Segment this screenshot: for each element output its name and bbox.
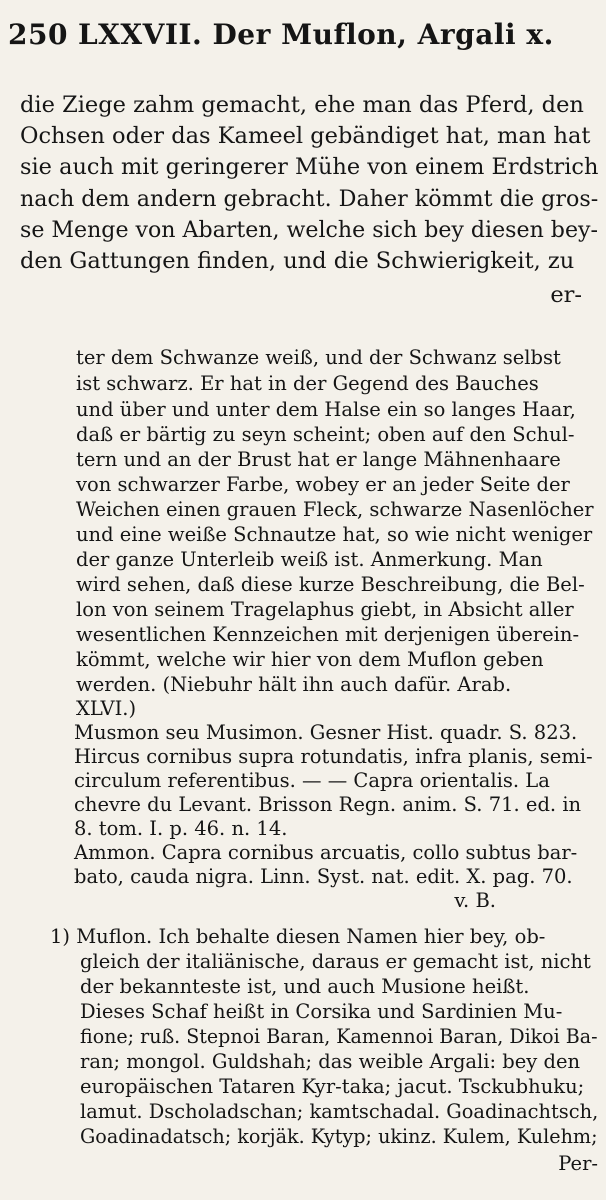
catchword: er- <box>550 282 582 308</box>
footnote-line: wird sehen, daß diese kurze Beschreibung, die Bel- <box>76 573 585 596</box>
footnote-line: kömmt, welche wir hier von dem Muflon geben <box>76 648 544 671</box>
main-text-line: sie auch mit geringerer Mühe von einem Erdstrich <box>20 154 599 180</box>
footnote-line: werden. (Niebuhr hält ihn auch dafür. Arab. <box>76 673 512 696</box>
latin-line: Musmon seu Musimon. Gesner Hist. quadr. S. 823. <box>74 721 578 744</box>
footnote-line: ist schwarz. Er hat in der Gegend des Bauches <box>76 372 539 395</box>
footnote-line: ran; mongol. Guldshah; das weible Argali: bey den <box>80 1050 581 1073</box>
latin-line: circulum referentibus. — — Capra orientalis. La <box>74 769 550 792</box>
footnote-line: der ganze Unterleib weiß ist. Anmerkung. Man <box>76 548 543 571</box>
footnote-line: wesentlichen Kennzeichen mit derjenigen überein- <box>76 623 580 646</box>
latin-line: 8. tom. I. p. 46. n. 14. <box>74 817 288 840</box>
main-text-line: die Ziege zahm gemacht, ehe man das Pferd, den <box>20 92 584 118</box>
footnote-line: lamut. Dscholadschan; kamtschadal. Goadinachtsch, <box>80 1100 599 1123</box>
main-text-line: Ochsen oder das Kameel gebändiget hat, man hat <box>20 123 591 149</box>
footnote-line: und über und unter dem Halse ein so langes Haar, <box>76 398 576 421</box>
latin-line: chevre du Levant. Brisson Regn. anim. S. 71. ed. in <box>74 793 582 816</box>
footnote-line: von schwarzer Farbe, wobey er an jeder Seite der <box>76 473 570 496</box>
footnote-line: gleich der italiänische, daraus er gemacht ist, nicht <box>80 950 591 973</box>
latin-line: Hircus cornibus supra rotundatis, infra planis, semi- <box>74 745 593 768</box>
page-header <box>8 18 554 51</box>
footnote-line: daß er bärtig zu seyn scheint; oben auf den Schul- <box>76 423 575 446</box>
footnote-line: XLVI.) <box>76 697 137 720</box>
latin-line: bato, cauda nigra. Linn. Syst. nat. edit. X. pag. 70. <box>74 865 573 888</box>
footnote-line: europäischen Tataren Kyr-taka; jacut. Tsckubhuku; <box>80 1075 585 1098</box>
footnote-line: ter dem Schwanze weiß, und der Schwanz selbst <box>76 346 561 369</box>
footnote-line: Dieses Schaf heißt in Corsika und Sardinien Mu- <box>80 1000 563 1023</box>
latin-line: Ammon. Capra cornibus arcuatis, collo subtus bar- <box>74 841 578 864</box>
running-title: LXXVII. Der Muflon, Argali x. <box>77 18 554 51</box>
main-text-line: den Gattungen finden, und die Schwierigkeit, zu <box>20 248 575 274</box>
main-text-line: nach dem andern gebracht. Daher kömmt die gros- <box>20 186 599 212</box>
main-text-line: se Menge von Abarten, welche sich bey diesen bey- <box>20 217 598 243</box>
footnote-line: lon von seinem Tragelaphus giebt, in Absicht aller <box>76 598 574 621</box>
catchword: Per- <box>558 1152 598 1175</box>
footnote-line: der bekannteste ist, und auch Musione heißt. <box>80 975 530 998</box>
signature: v. B. <box>454 889 496 912</box>
page-number: 250 <box>8 18 68 51</box>
footnote-line: Weichen einen grauen Fleck, schwarze Nasenlöcher <box>76 498 594 521</box>
footnote-line: 1) Muflon. Ich behalte diesen Namen hier bey, ob- <box>50 925 546 948</box>
footnote-line: Goadinadatsch; korjäk. Kytyp; ukinz. Kulem, Kulehm; <box>80 1125 598 1148</box>
footnote-line: tern und an der Brust hat er lange Mähnenhaare <box>76 448 561 471</box>
footnote-line: fione; ruß. Stepnoi Baran, Kamennoi Baran, Dikoi Ba- <box>80 1025 598 1048</box>
footnote-line: und eine weiße Schnautze hat, so wie nicht weniger <box>76 523 593 546</box>
